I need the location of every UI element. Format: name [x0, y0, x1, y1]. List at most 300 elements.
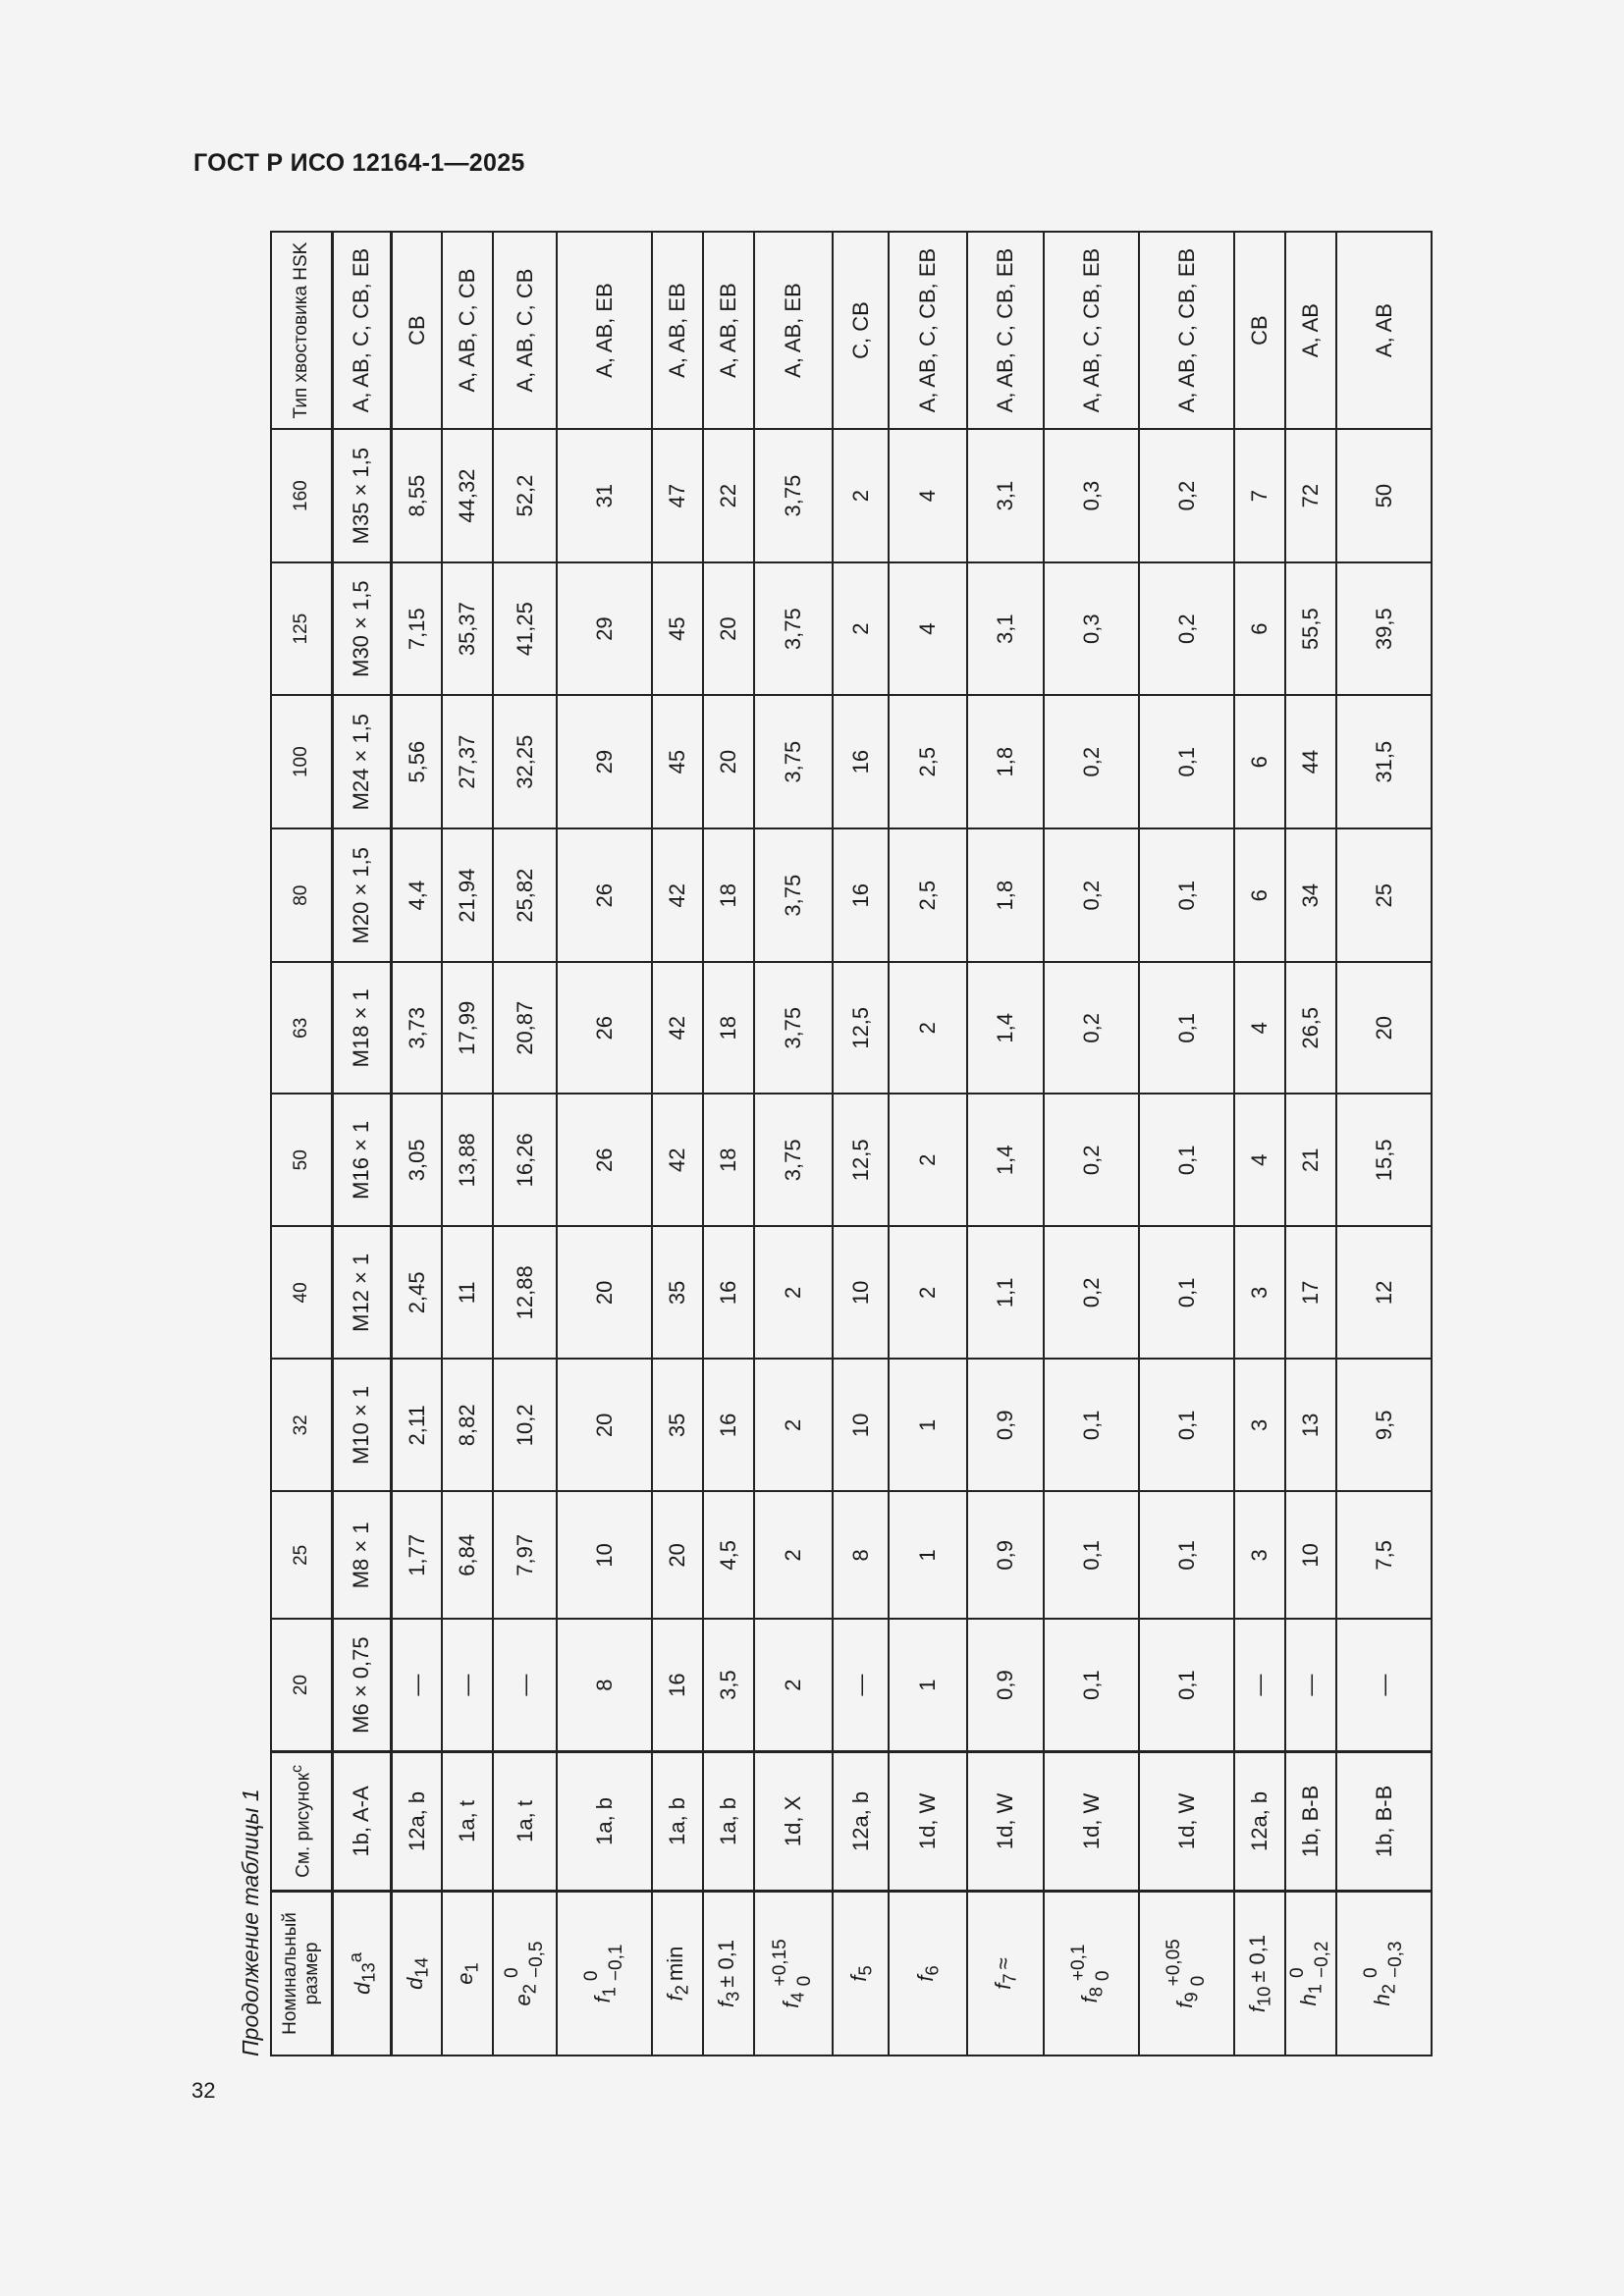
symbol-letter: d: [349, 1982, 374, 1995]
table-caption: Продолжение таблицы 1: [238, 1789, 263, 2056]
figure-reference: 12a, b: [833, 1751, 889, 1891]
value-cell: 3,1: [967, 562, 1044, 695]
table-row: [889, 232, 967, 2056]
symbol-letter: h: [1296, 1994, 1322, 2006]
value-cell: 3,1: [967, 429, 1044, 562]
dimension-symbol-main: [846, 1965, 875, 1981]
symbol-letter: e: [453, 1972, 478, 1985]
tolerance: [501, 1942, 549, 1979]
value-cell: 1: [889, 1619, 967, 1751]
value-cell: 0,1: [1139, 1491, 1234, 1619]
dimension-symbol-main: [991, 1957, 1019, 1989]
value-cell: 1,1: [967, 1226, 1044, 1359]
symbol-letter: f: [845, 1975, 871, 1982]
header-nominal-32: 32: [271, 1359, 332, 1491]
value-cell: 25,82: [493, 828, 557, 962]
dimension-symbol: [557, 1891, 652, 2056]
table-row: [493, 232, 557, 2056]
value-cell: 16: [833, 695, 889, 828]
value-cell: M20 × 1,5: [332, 828, 391, 962]
dimension-symbol-main: [1077, 1987, 1106, 2002]
value-cell: M10 × 1: [332, 1359, 391, 1491]
header-nominal-20: 20: [271, 1619, 332, 1751]
dimension-symbol: [332, 1891, 391, 2056]
value-cell: 2,11: [391, 1359, 442, 1491]
tolerance-lower: −0,2: [1312, 1941, 1332, 1979]
value-cell: 0,1: [1044, 1491, 1139, 1619]
tolerance-upper: +0,1: [1067, 1944, 1089, 1982]
value-cell: 2: [754, 1619, 833, 1751]
header-nominal-80: 80: [271, 828, 332, 962]
value-cell: 3,75: [754, 695, 833, 828]
symbol-letter: f: [589, 1997, 615, 2003]
value-cell: 27,37: [442, 695, 493, 828]
value-cell: 3,05: [391, 1094, 442, 1226]
value-cell: 1,8: [967, 828, 1044, 962]
value-cell: 0,1: [1139, 1619, 1234, 1751]
value-cell: 16,26: [493, 1094, 557, 1226]
value-cell: 16: [652, 1619, 703, 1751]
dimension-symbol-wrap: [403, 1957, 431, 1990]
value-cell: 22: [703, 429, 754, 562]
shank-type-cell: A, AB, C, CB, EB: [1139, 232, 1234, 429]
symbol-subscript: 13: [357, 1962, 379, 1983]
value-cell: 3,75: [754, 429, 833, 562]
tolerance-lower: 0: [1187, 1975, 1209, 1987]
dimension-symbol-wrap: [453, 1962, 481, 1984]
value-cell: 13: [1285, 1359, 1336, 1491]
value-cell: 20: [703, 695, 754, 828]
tolerance: [1067, 1945, 1115, 1982]
value-cell: 15,5: [1336, 1094, 1432, 1226]
header-nominal-160: 160: [271, 429, 332, 562]
value-cell: 0,2: [1139, 562, 1234, 695]
value-cell: 0,3: [1044, 429, 1139, 562]
tolerance-upper: +0,15: [770, 1939, 791, 1987]
header-see-figure-text: См. рисунок: [292, 1772, 313, 1878]
value-cell: 12,88: [493, 1226, 557, 1359]
header-see-figure-footnote: c: [288, 1765, 305, 1773]
symbol-subscript: 4: [786, 1992, 808, 2002]
value-cell: 0,2: [1044, 828, 1139, 962]
symbol-letter: d: [402, 1977, 427, 1990]
tolerance-lower: −0,3: [1384, 1941, 1406, 1979]
value-cell: 0,2: [1044, 962, 1139, 1094]
figure-reference: 1d, X: [754, 1751, 833, 1891]
shank-type-cell: C, CB: [833, 232, 889, 429]
value-cell: M8 × 1: [332, 1491, 391, 1619]
dimension-symbol-main: [663, 1947, 691, 2002]
value-cell: 35: [652, 1226, 703, 1359]
symbol-suffix: ± 0,1: [714, 1939, 739, 1988]
figure-reference: 1b, B-B: [1336, 1751, 1432, 1891]
value-cell: 2: [754, 1226, 833, 1359]
value-cell: 7,97: [493, 1491, 557, 1619]
dimension-symbol-wrap: [1163, 1939, 1211, 2007]
value-cell: 4: [889, 562, 967, 695]
symbol-suffix: ± 0,1: [1245, 1934, 1271, 1983]
value-cell: 16: [833, 828, 889, 962]
value-cell: —: [1336, 1619, 1432, 1751]
tolerance-lower: −0,1: [605, 1944, 626, 1982]
value-cell: 3: [1234, 1226, 1285, 1359]
symbol-subscript: 7: [999, 1973, 1020, 1984]
value-cell: 29: [557, 562, 652, 695]
value-cell: 31,5: [1336, 695, 1432, 828]
tolerance: [1163, 1939, 1211, 1986]
symbol-letter: f: [663, 1995, 688, 2002]
dimension-symbol: [833, 1891, 889, 2056]
dimension-symbol-main: [1245, 1935, 1273, 2012]
figure-reference: 1a, b: [703, 1751, 754, 1891]
value-cell: 20: [557, 1226, 652, 1359]
value-cell: 1,4: [967, 1094, 1044, 1226]
value-cell: 7: [1234, 429, 1285, 562]
value-cell: 0,2: [1044, 1094, 1139, 1226]
value-cell: 20,87: [493, 962, 557, 1094]
value-cell: M18 × 1: [332, 962, 391, 1094]
symbol-suffix: min: [663, 1946, 688, 1982]
value-cell: 4: [889, 429, 967, 562]
value-cell: 0,9: [967, 1359, 1044, 1491]
dimension-symbol-main: [403, 1957, 431, 1990]
value-cell: 2: [754, 1359, 833, 1491]
shank-type-cell: A, AB, C, CB: [442, 232, 493, 429]
header-nominal-25: 25: [271, 1491, 332, 1619]
shank-type-cell: A, AB, C, CB, EB: [967, 232, 1044, 429]
value-cell: 18: [703, 828, 754, 962]
value-cell: 12,5: [833, 1094, 889, 1226]
dimension-symbol-wrap: [913, 1965, 942, 1981]
value-cell: 26,5: [1285, 962, 1336, 1094]
value-cell: 18: [703, 962, 754, 1094]
table-row: [391, 232, 442, 2056]
value-cell: 44: [1285, 695, 1336, 828]
tolerance-upper: 0: [1360, 1967, 1381, 1979]
header-nominal-125: 125: [271, 562, 332, 695]
value-cell: 29: [557, 695, 652, 828]
rotated-table-block: [231, 231, 1517, 2056]
shank-type-cell: A, AB: [1336, 232, 1432, 429]
value-cell: 1: [889, 1359, 967, 1491]
value-cell: 11: [442, 1226, 493, 1359]
figure-reference: 12a, b: [391, 1751, 442, 1891]
table-row: [1234, 232, 1285, 2056]
figure-reference: 1d, W: [889, 1751, 967, 1891]
value-cell: 0,1: [1044, 1619, 1139, 1751]
value-cell: 16: [703, 1226, 754, 1359]
symbol-letter: f: [1171, 2002, 1197, 2008]
shank-type-cell: A, AB, EB: [652, 232, 703, 429]
dimension-symbol-wrap: [345, 1952, 379, 1995]
value-cell: 6: [1234, 562, 1285, 695]
symbol-suffix: ≈: [991, 1957, 1016, 1970]
value-cell: 1: [889, 1491, 967, 1619]
symbol-letter: f: [913, 1975, 939, 1982]
value-cell: 39,5: [1336, 562, 1432, 695]
value-cell: 0,9: [967, 1491, 1044, 1619]
symbol-subscript: 1: [1304, 1984, 1326, 1995]
header-see-figure: [271, 1751, 332, 1891]
symbol-subscript: 6: [921, 1965, 943, 1976]
value-cell: 0,9: [967, 1619, 1044, 1751]
value-cell: 45: [652, 562, 703, 695]
value-cell: 0,1: [1139, 828, 1234, 962]
value-cell: 25: [1336, 828, 1432, 962]
dimension-symbol-main: [345, 1952, 379, 1995]
dimension-symbol: [1336, 1891, 1432, 2056]
symbol-letter: f: [991, 1983, 1016, 1990]
value-cell: 8: [557, 1619, 652, 1751]
value-cell: 0,1: [1044, 1359, 1139, 1491]
symbol-subscript: 1: [460, 1962, 482, 1973]
value-cell: 0,1: [1139, 1226, 1234, 1359]
value-cell: 55,5: [1285, 562, 1336, 695]
value-cell: 35,37: [442, 562, 493, 695]
table-row: [1044, 232, 1139, 2056]
value-cell: —: [442, 1619, 493, 1751]
symbol-subscript: 10: [1253, 1986, 1274, 2007]
value-cell: 10: [833, 1359, 889, 1491]
symbol-letter: e: [510, 1994, 535, 2006]
dimension-symbol-main: [453, 1962, 481, 1984]
dimensions-table: [270, 231, 1433, 2056]
dimension-symbol-main: [1172, 1992, 1201, 2007]
dimension-symbol-wrap: [769, 1939, 817, 2007]
value-cell: 21,94: [442, 828, 493, 962]
table-row: [332, 232, 391, 2056]
value-cell: 20: [652, 1491, 703, 1619]
table-header-row: [271, 232, 332, 2056]
value-cell: 0,1: [1139, 695, 1234, 828]
value-cell: 3,75: [754, 1094, 833, 1226]
dimension-symbol: [493, 1891, 557, 2056]
value-cell: 8,82: [442, 1359, 493, 1491]
value-cell: 52,2: [493, 429, 557, 562]
tolerance-upper: 0: [580, 1970, 602, 1982]
table-row: [442, 232, 493, 2056]
value-cell: 20: [1336, 962, 1432, 1094]
value-cell: M30 × 1,5: [332, 562, 391, 695]
symbol-letter: h: [1369, 1994, 1394, 2006]
value-cell: 6: [1234, 828, 1285, 962]
value-cell: 3,75: [754, 828, 833, 962]
value-cell: 72: [1285, 429, 1336, 562]
dimension-symbol: [652, 1891, 703, 2056]
value-cell: M6 × 0,75: [332, 1619, 391, 1751]
value-cell: 9,5: [1336, 1359, 1432, 1491]
symbol-subscript: 1: [598, 1987, 620, 1998]
tolerance-upper: 0: [1287, 1967, 1309, 1979]
shank-type-cell: A, AB, EB: [754, 232, 833, 429]
value-cell: 18: [703, 1094, 754, 1226]
symbol-footnote: a: [344, 1952, 365, 1963]
dimension-symbol-wrap: [991, 1957, 1019, 1989]
symbol-letter: f: [1245, 2006, 1271, 2013]
shank-type-cell: A, AB, C, CB, EB: [889, 232, 967, 429]
tolerance-upper: 0: [501, 1967, 522, 1979]
value-cell: —: [1285, 1619, 1336, 1751]
value-cell: 3,5: [703, 1619, 754, 1751]
header-nominal-size: Номинальный размер: [271, 1891, 332, 2056]
dimension-symbol-main: [779, 1992, 807, 2007]
value-cell: 26: [557, 1094, 652, 1226]
header-nominal-63: 63: [271, 962, 332, 1094]
dimension-symbol-wrap: [714, 1940, 742, 2007]
figure-reference: 1a, b: [652, 1751, 703, 1891]
value-cell: M35 × 1,5: [332, 429, 391, 562]
value-cell: 1,4: [967, 962, 1044, 1094]
value-cell: 2,5: [889, 695, 967, 828]
value-cell: 0,1: [1139, 1359, 1234, 1491]
value-cell: 47: [652, 429, 703, 562]
value-cell: 3: [1234, 1491, 1285, 1619]
dimension-symbol: [967, 1891, 1044, 2056]
value-cell: 10,2: [493, 1359, 557, 1491]
value-cell: 45: [652, 695, 703, 828]
value-cell: —: [1234, 1619, 1285, 1751]
dimension-symbol-main: [913, 1965, 942, 1981]
value-cell: 0,2: [1139, 429, 1234, 562]
figure-reference: 12a, b: [1234, 1751, 1285, 1891]
value-cell: 3: [1234, 1359, 1285, 1491]
value-cell: M12 × 1: [332, 1226, 391, 1359]
symbol-letter: f: [779, 2002, 804, 2008]
value-cell: 32,25: [493, 695, 557, 828]
tolerance: [1286, 1942, 1334, 1979]
symbol-subscript: 2: [671, 1985, 692, 1996]
value-cell: 4: [1234, 1094, 1285, 1226]
symbol-subscript: 9: [1180, 1992, 1202, 2002]
value-cell: 4,5: [703, 1491, 754, 1619]
figure-reference: 1a, t: [442, 1751, 493, 1891]
dimension-symbol-main: [714, 1940, 742, 2007]
figure-reference: 1a, t: [493, 1751, 557, 1891]
value-cell: 0,2: [1044, 1226, 1139, 1359]
value-cell: 10: [833, 1226, 889, 1359]
shank-type-cell: CB: [391, 232, 442, 429]
value-cell: 2: [889, 1094, 967, 1226]
shank-type-cell: A, AB, C, CB: [493, 232, 557, 429]
tolerance: [769, 1939, 817, 1986]
dimension-symbol-wrap: [1245, 1935, 1273, 2012]
dimension-symbol: [1285, 1891, 1336, 2056]
symbol-letter: f: [1076, 1997, 1102, 2003]
dimension-symbol: [703, 1891, 754, 2056]
symbol-subscript: 14: [409, 1957, 431, 1978]
tolerance-upper: +0,05: [1163, 1939, 1184, 1987]
dimension-symbol: [1234, 1891, 1285, 2056]
dimension-symbol-main: [511, 1984, 539, 2005]
dimension-symbol-wrap: [1286, 1942, 1334, 2006]
tolerance: [1360, 1942, 1408, 1979]
table-row: [557, 232, 652, 2056]
value-cell: 17,99: [442, 962, 493, 1094]
value-cell: 4,4: [391, 828, 442, 962]
tolerance: [580, 1945, 628, 1982]
value-cell: 7,15: [391, 562, 442, 695]
dimension-symbol-main: [1370, 1984, 1398, 2005]
value-cell: 20: [703, 562, 754, 695]
symbol-subscript: 2: [518, 1984, 540, 1995]
tolerance-lower: −0,5: [525, 1941, 547, 1979]
value-cell: 6: [1234, 695, 1285, 828]
value-cell: —: [391, 1619, 442, 1751]
value-cell: 2: [833, 429, 889, 562]
table-row: [703, 232, 754, 2056]
value-cell: 31: [557, 429, 652, 562]
page-number: 32: [191, 2078, 216, 2103]
symbol-subscript: 8: [1085, 1987, 1107, 1998]
dimension-symbol-wrap: [663, 1947, 691, 2002]
value-cell: M16 × 1: [332, 1094, 391, 1226]
shank-type-cell: A, AB, C, CB, EB: [332, 232, 391, 429]
table-row: [1285, 232, 1336, 2056]
figure-reference: 1b, B-B: [1285, 1751, 1336, 1891]
figure-reference: 1d, W: [1139, 1751, 1234, 1891]
value-cell: 3,75: [754, 962, 833, 1094]
header-nominal-50: 50: [271, 1094, 332, 1226]
value-cell: 20: [557, 1359, 652, 1491]
value-cell: 0,1: [1139, 1094, 1234, 1226]
value-cell: 2,5: [889, 828, 967, 962]
value-cell: 12: [1336, 1226, 1432, 1359]
table-row: [833, 232, 889, 2056]
value-cell: 3,73: [391, 962, 442, 1094]
value-cell: 2: [754, 1491, 833, 1619]
tolerance-lower: 0: [794, 1975, 815, 1987]
value-cell: 26: [557, 828, 652, 962]
value-cell: 26: [557, 962, 652, 1094]
value-cell: 4: [1234, 962, 1285, 1094]
value-cell: 35: [652, 1359, 703, 1491]
value-cell: 1,77: [391, 1491, 442, 1619]
value-cell: 5,56: [391, 695, 442, 828]
table-row: [652, 232, 703, 2056]
dimension-symbol-wrap: [1360, 1942, 1408, 2006]
value-cell: 1,8: [967, 695, 1044, 828]
header-nominal-100: 100: [271, 695, 332, 828]
value-cell: 42: [652, 962, 703, 1094]
figure-reference: 1b, A-A: [332, 1751, 391, 1891]
value-cell: 2,45: [391, 1226, 442, 1359]
value-cell: 2: [889, 962, 967, 1094]
table-row: [1139, 232, 1234, 2056]
symbol-letter: f: [714, 2001, 739, 2008]
value-cell: 3,75: [754, 562, 833, 695]
value-cell: 13,88: [442, 1094, 493, 1226]
value-cell: 6,84: [442, 1491, 493, 1619]
value-cell: 42: [652, 828, 703, 962]
value-cell: 2: [889, 1226, 967, 1359]
value-cell: 42: [652, 1094, 703, 1226]
value-cell: 21: [1285, 1094, 1336, 1226]
shank-type-cell: A, AB, EB: [703, 232, 754, 429]
shank-type-cell: A, AB, C, CB, EB: [1044, 232, 1139, 429]
value-cell: —: [833, 1619, 889, 1751]
value-cell: 0,3: [1044, 562, 1139, 695]
value-cell: 34: [1285, 828, 1336, 962]
value-cell: 2: [833, 562, 889, 695]
document-title: ГОСТ Р ИСО 12164-1—2025: [193, 149, 525, 177]
symbol-subscript: 2: [1378, 1984, 1399, 1995]
dimension-symbol-wrap: [846, 1965, 875, 1981]
tolerance-lower: 0: [1092, 1970, 1113, 1982]
dimension-symbol-main: [590, 1987, 619, 2002]
dimension-symbol-main: [1296, 1984, 1325, 2005]
value-cell: 16: [703, 1359, 754, 1491]
header-shank-type: Тип хвостовика HSK: [271, 232, 332, 429]
